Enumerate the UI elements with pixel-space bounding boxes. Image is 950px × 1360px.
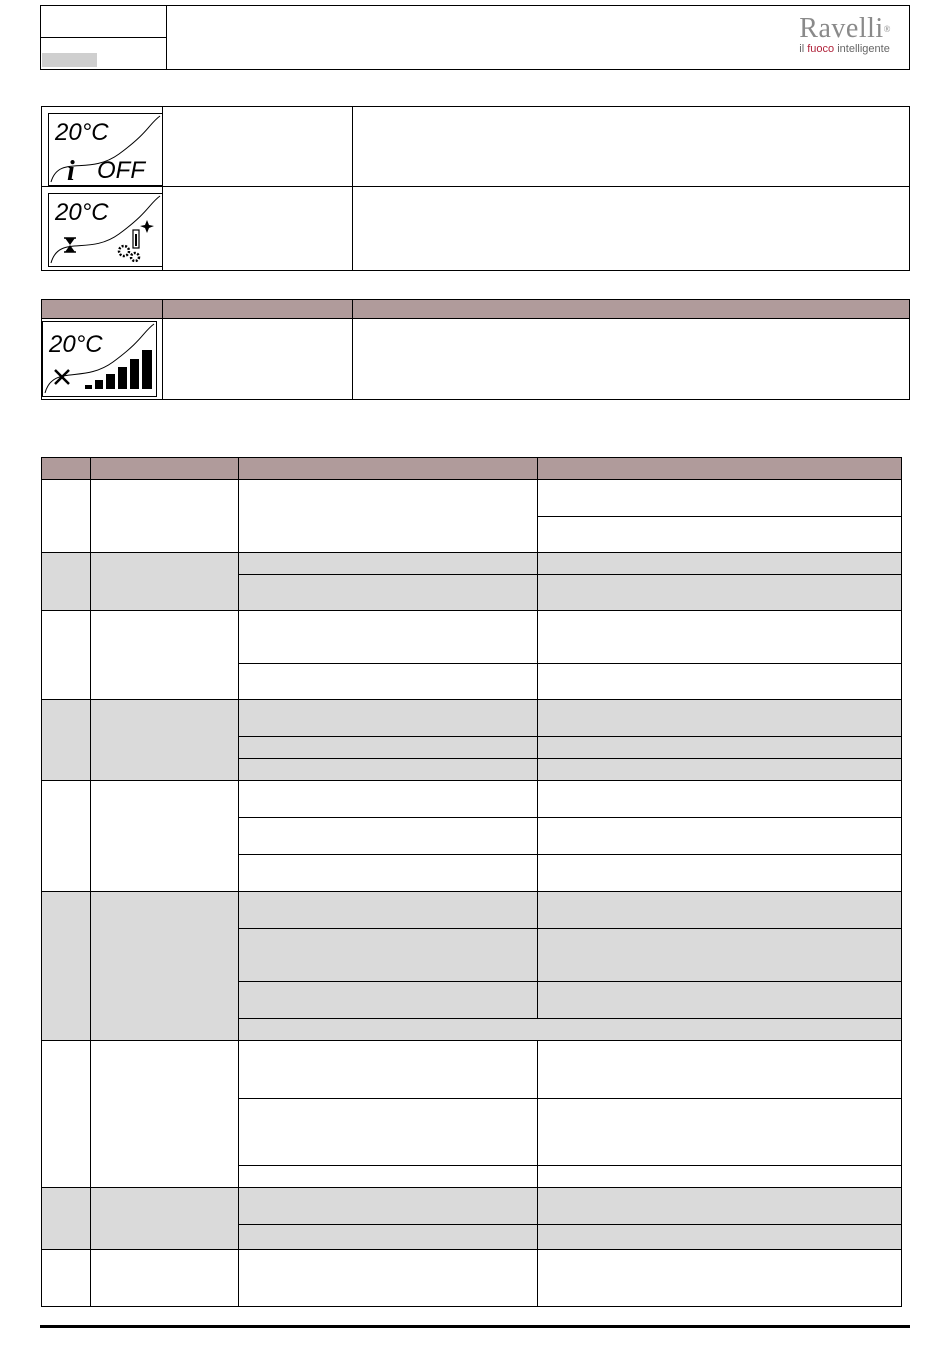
cause-cell — [239, 611, 538, 664]
revision-marker — [42, 53, 97, 67]
code-cell — [42, 1250, 91, 1307]
solution-cell — [538, 759, 902, 781]
name-cell — [91, 1188, 239, 1250]
display-temp: 20°C — [55, 119, 109, 146]
code-cell — [42, 553, 91, 611]
display-icon-cell — [42, 319, 163, 400]
solution-cell — [538, 575, 902, 611]
column-header — [538, 458, 902, 480]
cause-cell — [239, 553, 538, 575]
table-row — [42, 1041, 902, 1099]
solution-cell — [538, 1225, 902, 1250]
name-cell — [91, 553, 239, 611]
cause-cell — [239, 737, 538, 759]
name-cell — [91, 892, 239, 1041]
solution-cell — [538, 737, 902, 759]
solution-cell — [538, 982, 902, 1019]
column-header — [163, 300, 353, 319]
cause-cell — [239, 855, 538, 892]
solution-cell — [538, 1250, 902, 1307]
column-header — [42, 300, 163, 319]
table-row — [42, 781, 902, 818]
solution-cell — [538, 553, 902, 575]
cause-cell — [239, 1250, 538, 1307]
brand-tagline: il fuoco intelligente — [799, 43, 890, 55]
table-row — [42, 553, 902, 575]
cause-cell — [239, 759, 538, 781]
table-row — [42, 187, 910, 271]
document-code-cell — [41, 6, 166, 38]
table-row — [42, 480, 902, 517]
cause-cell — [239, 1099, 538, 1166]
cause-cell — [239, 664, 538, 700]
cause-cell — [239, 1041, 538, 1099]
page-header — [40, 5, 910, 70]
code-cell — [42, 1041, 91, 1188]
table-row — [42, 700, 902, 737]
note-cell — [239, 1019, 902, 1041]
registered-mark: ® — [883, 24, 891, 34]
display-power-icon — [42, 321, 157, 397]
name-cell — [91, 611, 239, 700]
name-cell — [91, 1250, 239, 1307]
display-temp: 20°C — [55, 199, 109, 226]
solution-cell — [538, 855, 902, 892]
solution-cell — [538, 781, 902, 818]
code-cell — [42, 480, 91, 553]
cause-cell — [239, 575, 538, 611]
table-row — [42, 319, 910, 400]
display-timer-icon — [48, 193, 163, 267]
cause-cell — [239, 1166, 538, 1188]
table-header-row — [42, 458, 902, 480]
code-cell — [42, 892, 91, 1041]
solution-cell — [538, 892, 902, 929]
footer-rule — [40, 1325, 910, 1328]
table-row — [42, 611, 902, 664]
solution-cell — [538, 480, 902, 517]
table-row — [42, 1250, 902, 1307]
table-header-row — [42, 300, 910, 319]
name-cell — [91, 1041, 239, 1188]
state-name-cell — [163, 107, 353, 187]
solution-cell — [538, 700, 902, 737]
code-cell — [42, 1188, 91, 1250]
ravelli-logo — [799, 14, 891, 55]
display-state-text: OFF — [97, 157, 145, 184]
brand-name: Ravelli — [799, 13, 884, 44]
column-header — [42, 458, 91, 480]
table-row — [42, 107, 910, 187]
state-description-cell — [353, 187, 910, 271]
cause-cell — [239, 929, 538, 982]
gear-thermometer-icon — [119, 220, 154, 261]
hourglass-icon — [64, 238, 76, 252]
cause-cell — [239, 1225, 538, 1250]
name-cell — [91, 700, 239, 781]
solution-cell — [538, 1099, 902, 1166]
power-display-table — [41, 299, 910, 400]
code-cell — [42, 781, 91, 892]
alarm-table — [41, 457, 902, 1307]
cause-cell — [239, 818, 538, 855]
table-row — [42, 892, 902, 929]
name-cell — [91, 480, 239, 553]
display-icon-cell — [42, 107, 163, 187]
display-off-icon — [48, 113, 163, 186]
cause-cell — [239, 892, 538, 929]
state-name-cell — [163, 319, 353, 400]
display-temp: 20°C — [49, 331, 103, 358]
solution-cell — [538, 611, 902, 664]
solution-cell — [538, 818, 902, 855]
code-cell — [42, 611, 91, 700]
display-icon-cell — [42, 187, 163, 271]
column-header — [353, 300, 910, 319]
document-code-box — [41, 6, 167, 69]
solution-cell — [538, 929, 902, 982]
solution-cell — [538, 1166, 902, 1188]
solution-cell — [538, 517, 902, 553]
tools-icon — [55, 370, 69, 384]
cause-cell — [239, 1188, 538, 1225]
cause-cell — [239, 700, 538, 737]
name-cell — [91, 781, 239, 892]
display-state-table — [41, 106, 910, 271]
solution-cell — [538, 1188, 902, 1225]
code-cell — [42, 700, 91, 781]
column-header — [239, 458, 538, 480]
column-header — [91, 458, 239, 480]
cause-cell — [239, 480, 538, 553]
state-description-cell — [353, 319, 910, 400]
solution-cell — [538, 1041, 902, 1099]
info-icon: i — [67, 156, 75, 185]
solution-cell — [538, 664, 902, 700]
table-row — [42, 1188, 902, 1225]
state-description-cell — [353, 107, 910, 187]
cause-cell — [239, 982, 538, 1019]
cause-cell — [239, 781, 538, 818]
state-name-cell — [163, 187, 353, 271]
